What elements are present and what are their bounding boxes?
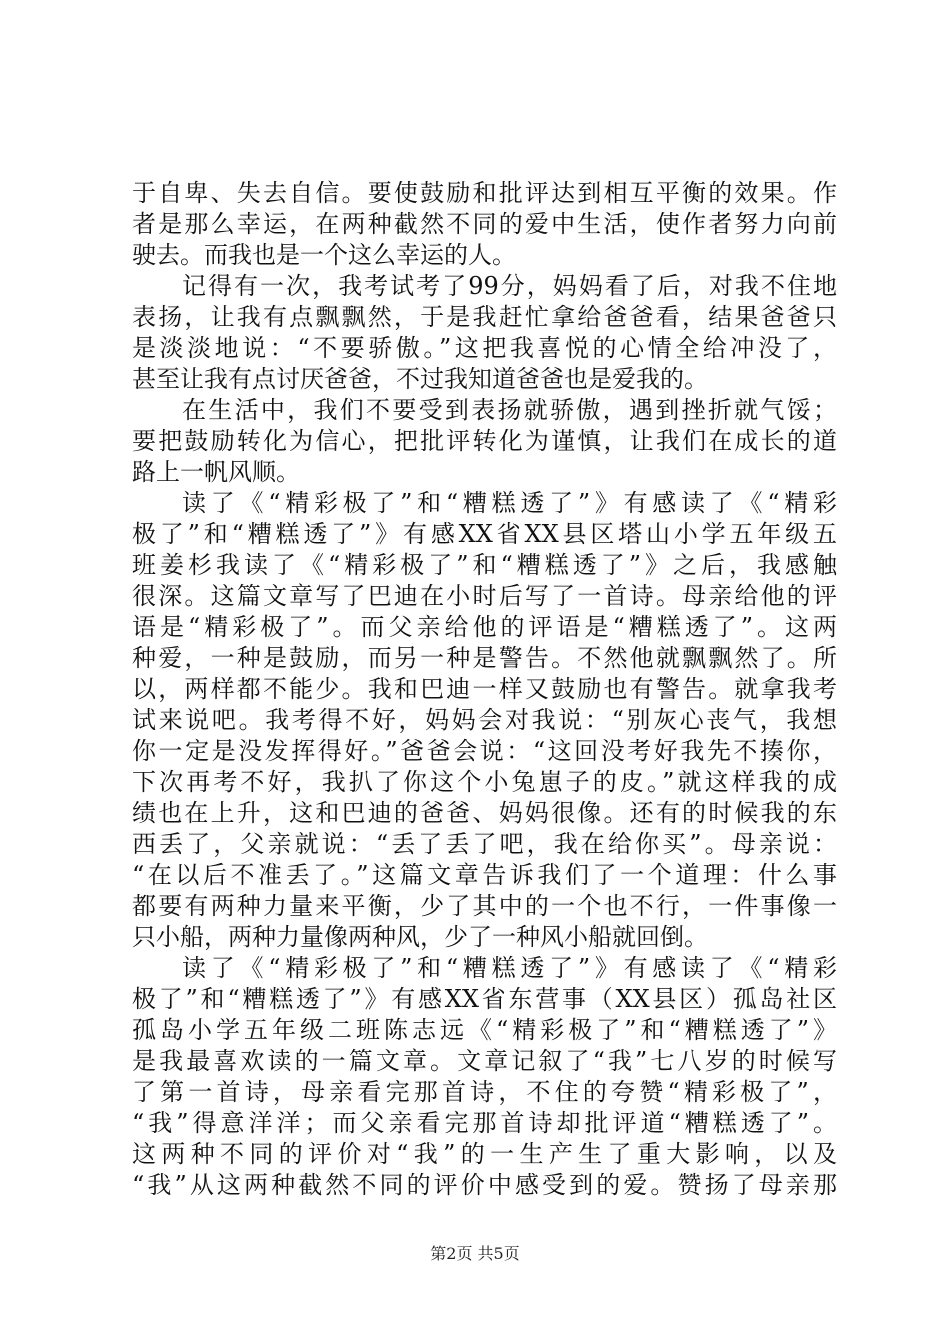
text-line: 都要有两种力量来平衡，少了其中的一个也不行，一件事像一	[132, 892, 837, 920]
text-line: 下次再考不好，我扒了你这个小兔崽子的皮。”就这样我的成	[132, 768, 837, 796]
paragraph	[132, 395, 837, 488]
text-line: “我”得意洋洋；而父亲看完那首诗却批评道“糟糕透了”。	[132, 1109, 837, 1137]
text-line: 班姜杉我读了《“精彩极了”和“糟糕透了”》之后，我感触	[132, 551, 837, 579]
document-body	[132, 178, 837, 1201]
text-line: 以，两样都不能少。我和巴迪一样又鼓励也有警告。就拿我考	[132, 675, 837, 703]
text-line: “在以后不准丢了。”这篇文章告诉我们了一个道理：什么事	[132, 861, 837, 889]
text-line: 很深。这篇文章写了巴迪在小时后写了一首诗。母亲给他的评	[132, 582, 837, 610]
text-line: 路上一帆风顺。	[132, 458, 300, 486]
text-line: 读了《“精彩极了”和“糟糕透了”》有感读了《“精彩	[182, 954, 837, 982]
text-line: “我”从这两种截然不同的评价中感受到的爱。赞扬了母亲那	[132, 1171, 837, 1199]
text-line: 了第一首诗，母亲看完那首诗，不住的夸赞“精彩极了”，	[132, 1078, 837, 1106]
text-line: 试来说吧。我考得不好，妈妈会对我说：“别灰心丧气，我想	[132, 706, 837, 734]
text-line: 者是那么幸运，在两种截然不同的爱中生活，使作者努力向前	[132, 210, 837, 238]
text-line: 这两种不同的评价对“我”的一生产生了重大影响，以及	[132, 1140, 837, 1168]
text-line: 驶去。而我也是一个这么幸运的人。	[132, 241, 516, 269]
text-line: 于自卑、失去自信。要使鼓励和批评达到相互平衡的效果。作	[132, 179, 837, 207]
text-line: 绩也在上升，这和巴迪的爸爸、妈妈很像。还有的时候我的东	[132, 799, 837, 827]
text-line: 西丢了，父亲就说：“丢了丢了吧，我在给你买”。母亲说：	[132, 830, 837, 858]
text-line: 语是“精彩极了”。而父亲给他的评语是“糟糕透了”。这两	[132, 613, 837, 641]
text-line: 甚至让我有点讨厌爸爸，不过我知道爸爸也是爱我的。	[132, 365, 708, 393]
text-line: 在生活中，我们不要受到表扬就骄傲，遇到挫折就气馁；	[182, 396, 837, 424]
text-line: 只小船，两种力量像两种风，少了一种风小船就回倒。	[132, 923, 708, 951]
text-line: 是我最喜欢读的一篇文章。文章记叙了“我”七八岁的时候写	[132, 1047, 837, 1075]
paragraph	[132, 488, 837, 953]
text-line: 表扬，让我有点飘飘然，于是我赶忙拿给爸爸看，结果爸爸只	[132, 303, 837, 331]
text-line: 极了”和“糟糕透了”》有感XX省东营事（XX县区）孤岛社区	[132, 985, 837, 1013]
text-line: 孤岛小学五年级二班陈志远《“精彩极了”和“糟糕透了”》	[132, 1016, 837, 1044]
text-line: 种爱，一种是鼓励，而另一种是警告。不然他就飘飘然了。所	[132, 644, 837, 672]
text-line: 要把鼓励转化为信心，把批评转化为谨慎，让我们在成长的道	[132, 427, 837, 455]
paragraph	[132, 953, 837, 1201]
text-line: 读了《“精彩极了”和“糟糕透了”》有感读了《“精彩	[182, 489, 837, 517]
paragraph	[132, 178, 837, 271]
text-line: 是淡淡地说：“不要骄傲。”这把我喜悦的心情全给冲没了，	[132, 334, 837, 362]
paragraph	[132, 271, 837, 395]
text-line: 你一定是没发挥得好。”爸爸会说：“这回没考好我先不揍你，	[132, 737, 837, 765]
page-number: 第2页 共5页	[430, 1244, 520, 1263]
text-line: 极了”和“糟糕透了”》有感XX省XX县区塔山小学五年级五	[132, 520, 837, 548]
text-line: 记得有一次，我考试考了99分，妈妈看了后，对我不住地	[182, 272, 837, 300]
